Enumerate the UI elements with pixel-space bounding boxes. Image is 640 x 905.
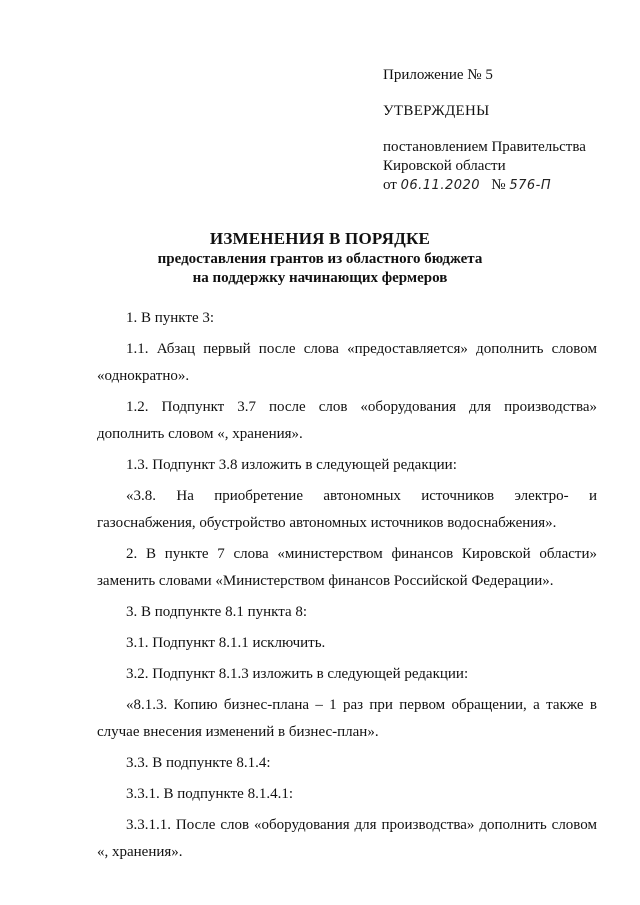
- paragraph-1-1: 1.1. Абзац первый после слова «предоставляется» дополнить словом «однократно».: [97, 341, 597, 384]
- approval-block: [383, 66, 623, 195]
- paragraph-3-3: 3.3. В подпункте 8.1.4:: [126, 755, 271, 771]
- document-title: [70, 228, 570, 288]
- paragraph-3-8-quote: «3.8. На приобретение автономных источников электро- и газоснабжения, обустройство автономных источников водоснабжения».: [97, 488, 597, 531]
- approval-line-2: Кировской области: [383, 158, 506, 174]
- appendix-label: Приложение № 5: [383, 67, 493, 83]
- title-line-1: ИЗМЕНЕНИЯ В ПОРЯДКЕ: [209, 229, 431, 248]
- date-prefix: от: [383, 177, 397, 193]
- document-body: [97, 305, 597, 866]
- paragraph-1-3: 1.3. Подпункт 3.8 изложить в следующей редакции:: [126, 457, 457, 473]
- approved-heading: УТВЕРЖДЕНЫ: [383, 103, 490, 119]
- title-line-3: на поддержку начинающих фермеров: [192, 270, 448, 286]
- paragraph-1-2: 1.2. Подпункт 3.7 после слов «оборудования для производства» дополнить словом «, хранения».: [97, 399, 597, 442]
- paragraph-3-3-1: 3.3.1. В подпункте 8.1.4.1:: [126, 786, 294, 802]
- paragraph-3-3-1-1: 3.3.1.1. После слов «оборудования для производства» дополнить словом «, хранения».: [97, 817, 597, 860]
- handwritten-number: 576-П: [509, 178, 552, 193]
- approval-line-1: постановлением Правительства: [383, 139, 586, 155]
- handwritten-date: 06.11.2020: [400, 178, 481, 193]
- paragraph-3-1: 3.1. Подпункт 8.1.1 исключить.: [126, 635, 326, 651]
- paragraph-3-2: 3.2. Подпункт 8.1.3 изложить в следующей редакции:: [126, 666, 469, 682]
- paragraph-8-1-3-quote: «8.1.3. Копию бизнес-плана – 1 раз при первом обращении, а также в случае внесения изменений в бизнес-план».: [97, 697, 597, 740]
- paragraph-1: 1. В пункте 3:: [126, 310, 215, 326]
- title-line-2: предоставления грантов из областного бюджета: [157, 251, 483, 267]
- approval-date-line: [383, 176, 623, 195]
- paragraph-3: 3. В подпункте 8.1 пункта 8:: [126, 604, 308, 620]
- number-prefix: №: [491, 177, 506, 193]
- paragraph-2: 2. В пункте 7 слова «министерством финансов Кировской области» заменить словами «Министерством финансов Российской Федерации».: [97, 546, 597, 589]
